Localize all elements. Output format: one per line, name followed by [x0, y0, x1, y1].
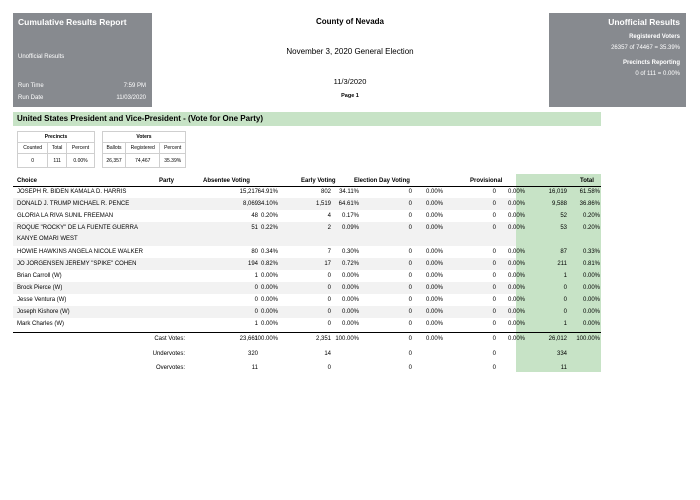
cell-eday-p: 0.00%: [425, 273, 443, 279]
cell-prov-p: 0.00%: [507, 189, 525, 195]
table-row: [13, 318, 601, 330]
precincts-header-total: Total: [48, 143, 67, 154]
cell-eday-v: 0: [408, 309, 412, 315]
cell-eday-p: 0.00%: [425, 225, 443, 231]
summary-eday-v: 0: [408, 336, 412, 342]
cell-prov-p: 0.00%: [507, 285, 525, 291]
table-row: [13, 294, 601, 306]
precincts-table: [17, 131, 95, 168]
precincts-group-header: Precincts: [18, 132, 95, 143]
cell-abs-v: 0: [254, 309, 258, 315]
cell-prov-v: 0: [492, 189, 496, 195]
summary-prov-p: 0.00%: [507, 336, 525, 342]
candidate-name: GLORIA LA RIVA SUNIL FREEMAN: [17, 213, 114, 219]
summary-row: [13, 348, 601, 360]
cell-abs-v: 8,069: [242, 201, 258, 207]
cell-prov-v: 0: [492, 285, 496, 291]
cell-tot-p: 0.81%: [582, 261, 600, 267]
cell-abs-v: 194: [247, 261, 258, 267]
cell-prov-v: 0: [492, 297, 496, 303]
cell-early-p: 0.00%: [341, 285, 359, 291]
cell-eday-p: 0.00%: [425, 213, 443, 219]
cell-prov-p: 0.00%: [507, 225, 525, 231]
cell-tot-p: 0.00%: [582, 273, 600, 279]
cell-tot-v: 9,588: [551, 201, 567, 207]
cell-abs-v: 0: [254, 297, 258, 303]
candidate-name: ROQUE "ROCKY" DE LA FUENTE GUERRA: [17, 225, 138, 231]
cell-early-p: 0.09%: [341, 225, 359, 231]
candidate-name: JOSEPH R. BIDEN KAMALA D. HARRIS: [17, 189, 127, 195]
cell-eday-p: 0.00%: [425, 189, 443, 195]
cell-tot-v: 16,019: [548, 189, 567, 195]
cell-prov-p: 0.00%: [507, 321, 525, 327]
cell-early-p: 0.00%: [341, 321, 359, 327]
col-party: Party: [159, 178, 175, 184]
summary-tot-v: 11: [560, 365, 567, 371]
cell-eday-v: 0: [408, 213, 412, 219]
cell-tot-v: 0: [563, 297, 567, 303]
summary-row: [13, 333, 601, 345]
summary-tot-v: 26,012: [548, 336, 567, 342]
summary-label: Cast Votes:: [154, 336, 185, 342]
summary-prov-v: 0: [492, 365, 496, 371]
summary-early-v: 14: [324, 351, 331, 357]
election-name: November 3, 2020 General Election: [286, 47, 414, 56]
cell-early-v: 7: [327, 249, 331, 255]
candidate-name: HOWIE HAWKINS ANGELA NICOLE WALKER: [17, 249, 143, 255]
registered-voters-label: Registered Voters: [629, 34, 680, 40]
run-time-label: Run Time: [18, 83, 44, 89]
candidate-name: DONALD J. TRUMP MICHAEL R. PENCE: [17, 201, 130, 207]
report-subtitle: Unofficial Results: [18, 54, 65, 60]
summary-prov-v: 0: [492, 351, 496, 357]
cell-prov-p: 0.00%: [507, 201, 525, 207]
cell-eday-v: 0: [408, 189, 412, 195]
col-provisional: Provisional: [470, 178, 503, 184]
summary-label: Undervotes:: [152, 351, 185, 357]
cell-abs-p: 64.91%: [257, 189, 278, 195]
cell-tot-v: 52: [560, 213, 567, 219]
cell-abs-p: 0.22%: [260, 225, 278, 231]
summary-abs-v: 23,661: [239, 336, 258, 342]
cell-tot-p: 36.86%: [579, 201, 600, 207]
cell-tot-p: 0.20%: [582, 213, 600, 219]
candidate-name-line2: KANYE OMARI WEST: [17, 236, 78, 242]
cell-eday-v: 0: [408, 297, 412, 303]
cell-abs-p: 34.10%: [257, 201, 278, 207]
run-date-label: Run Date: [18, 95, 44, 101]
cell-tot-p: 0.00%: [582, 309, 600, 315]
cell-prov-p: 0.00%: [507, 261, 525, 267]
cell-tot-p: 0.00%: [582, 297, 600, 303]
race-title: United States President and Vice-President - (Vote for One Party): [13, 112, 601, 126]
cell-tot-v: 87: [560, 249, 567, 255]
summary-early-v: 2,351: [315, 336, 331, 342]
cell-early-p: 0.00%: [341, 297, 359, 303]
cell-eday-v: 0: [408, 273, 412, 279]
candidate-name: Brock Pierce (W): [17, 285, 63, 291]
cell-early-v: 1,519: [315, 201, 331, 207]
summary-abs-p: 100.00%: [254, 336, 278, 342]
cell-abs-p: 0.00%: [260, 273, 278, 279]
page-number: Page 1: [341, 93, 359, 99]
summary-eday-v: 0: [408, 365, 412, 371]
unofficial-results-box: [549, 13, 686, 107]
cell-abs-p: 0.00%: [260, 285, 278, 291]
cell-early-p: 0.72%: [341, 261, 359, 267]
cell-eday-v: 0: [408, 261, 412, 267]
table-row: [13, 306, 601, 318]
summary-eday-p: 0.00%: [425, 336, 443, 342]
cell-eday-v: 0: [408, 321, 412, 327]
table-row: [13, 186, 601, 198]
cell-abs-p: 0.00%: [260, 297, 278, 303]
table-row: [13, 222, 601, 246]
summary-row: [13, 362, 601, 374]
cell-tot-v: 1: [563, 273, 567, 279]
cell-eday-p: 0.00%: [425, 249, 443, 255]
table-row: [13, 270, 601, 282]
cell-abs-v: 80: [251, 249, 258, 255]
cell-prov-v: 0: [492, 225, 496, 231]
cell-prov-p: 0.00%: [507, 297, 525, 303]
cell-abs-v: 1: [254, 273, 258, 279]
precincts-header-percent: Percent: [67, 143, 95, 154]
election-date: 11/3/2020: [333, 77, 367, 86]
cell-eday-p: 0.00%: [425, 261, 443, 267]
table-row: [13, 210, 601, 222]
cell-abs-p: 0.00%: [260, 321, 278, 327]
report-title: Cumulative Results Report: [18, 17, 127, 27]
candidate-name: Jesse Ventura (W): [17, 297, 67, 303]
voters-header-ballots: Ballots: [103, 143, 126, 154]
cell-prov-v: 0: [492, 213, 496, 219]
voters-group-header: Voters: [103, 132, 186, 143]
summary-prov-v: 0: [492, 336, 496, 342]
cell-eday-v: 0: [408, 225, 412, 231]
cell-eday-p: 0.00%: [425, 309, 443, 315]
cell-eday-p: 0.00%: [425, 321, 443, 327]
cell-abs-p: 0.20%: [260, 213, 278, 219]
summary-abs-v: 320: [247, 351, 258, 357]
cell-early-p: 34.11%: [339, 189, 359, 195]
cell-tot-v: 53: [560, 225, 567, 231]
registered-voters-value: 26357 of 74467 = 35.39%: [611, 45, 680, 51]
cell-abs-v: 0: [254, 285, 258, 291]
cell-prov-p: 0.00%: [507, 213, 525, 219]
cell-tot-v: 0: [563, 285, 567, 291]
cell-prov-p: 0.00%: [507, 309, 525, 315]
cell-tot-p: 0.00%: [582, 285, 600, 291]
candidate-name: Mark Charles (W): [17, 321, 65, 327]
summary-label: Overvotes:: [155, 365, 185, 371]
cell-tot-p: 0.20%: [582, 225, 600, 231]
col-early: Early Voting: [301, 178, 336, 184]
cell-early-v: 0: [327, 273, 331, 279]
cell-abs-p: 0.34%: [260, 249, 278, 255]
voters-registered: 74,467: [126, 154, 160, 168]
precincts-header-counted: Counted: [18, 143, 48, 154]
cell-prov-v: 0: [492, 321, 496, 327]
table-row: [13, 258, 601, 270]
precincts-total: 111: [48, 154, 67, 168]
cell-tot-v: 0: [563, 309, 567, 315]
cell-eday-v: 0: [408, 201, 412, 207]
cell-early-v: 0: [327, 309, 331, 315]
table-row: [13, 246, 601, 258]
cell-eday-p: 0.00%: [425, 297, 443, 303]
cell-tot-p: 61.58%: [579, 189, 600, 195]
cell-prov-v: 0: [492, 201, 496, 207]
right-title: Unofficial Results: [608, 17, 680, 27]
cell-prov-p: 0.00%: [507, 249, 525, 255]
cell-abs-p: 0.00%: [260, 309, 278, 315]
precincts-percent: 0.00%: [67, 154, 95, 168]
cell-early-v: 0: [327, 285, 331, 291]
cell-early-v: 17: [324, 261, 331, 267]
cell-abs-v: 51: [251, 225, 258, 231]
col-absentee: Absentee Voting: [203, 178, 250, 184]
col-choice: Choice: [17, 178, 38, 184]
cell-eday-v: 0: [408, 285, 412, 291]
summary-abs-v: 11: [251, 365, 258, 371]
summary-early-v: 0: [327, 365, 331, 371]
cell-prov-v: 0: [492, 309, 496, 315]
candidate-name: JO JORGENSEN JEREMY "SPIKE" COHEN: [17, 261, 137, 267]
col-election-day: Election Day Voting: [354, 178, 410, 184]
cell-eday-p: 0.00%: [425, 201, 443, 207]
cell-tot-v: 1: [563, 321, 567, 327]
precincts-reporting-label: Precincts Reporting: [622, 60, 680, 66]
run-date: [18, 95, 146, 101]
cell-tot-v: 211: [557, 261, 567, 267]
voters-percent: 35.39%: [160, 154, 186, 168]
cell-prov-v: 0: [492, 261, 496, 267]
table-row: [13, 282, 601, 294]
summary-tot-v: 334: [556, 351, 567, 357]
cell-early-v: 4: [327, 213, 331, 219]
cell-early-v: 0: [327, 321, 331, 327]
summary-tot-p: 100.00%: [576, 336, 600, 342]
cell-early-v: 0: [327, 297, 331, 303]
summary-eday-v: 0: [408, 351, 412, 357]
precincts-reporting-value: 0 of 111 = 0.00%: [635, 71, 680, 77]
cell-abs-v: 48: [251, 213, 258, 219]
cell-tot-p: 0.33%: [582, 249, 600, 255]
col-total: Total: [580, 178, 594, 184]
cell-early-p: 64.61%: [338, 201, 359, 207]
candidate-name: Brian Carroll (W): [17, 273, 62, 279]
cell-prov-v: 0: [492, 249, 496, 255]
run-time: [18, 83, 146, 89]
report-header-box: [13, 13, 152, 107]
precincts-counted: 0: [18, 154, 48, 168]
voters-ballots: 26,357: [103, 154, 126, 168]
cell-prov-p: 0.00%: [507, 273, 525, 279]
cell-early-v: 2: [327, 225, 331, 231]
county-name: County of Nevada: [315, 17, 384, 26]
cell-prov-v: 0: [492, 273, 496, 279]
cell-abs-v: 15,217: [239, 189, 258, 195]
cell-early-p: 0.30%: [341, 249, 359, 255]
cell-abs-v: 1: [254, 321, 258, 327]
candidate-name: Joseph Kishore (W): [17, 309, 70, 315]
cell-eday-p: 0.00%: [425, 285, 443, 291]
cell-early-p: 0.00%: [341, 309, 359, 315]
voters-header-registered: Registered: [126, 143, 160, 154]
cell-early-p: 0.00%: [341, 273, 359, 279]
cell-eday-v: 0: [408, 249, 412, 255]
voters-header-percent: Percent: [160, 143, 186, 154]
cell-early-p: 0.17%: [341, 213, 359, 219]
cell-abs-p: 0.82%: [260, 261, 278, 267]
run-date-value: 11/03/2020: [116, 95, 146, 101]
run-time-value: 7:59 PM: [123, 83, 146, 89]
summary-early-p: 100.00%: [335, 336, 359, 342]
cell-tot-p: 0.00%: [582, 321, 600, 327]
cell-early-v: 802: [320, 189, 331, 195]
table-row: [13, 198, 601, 210]
voters-table: [102, 131, 186, 168]
